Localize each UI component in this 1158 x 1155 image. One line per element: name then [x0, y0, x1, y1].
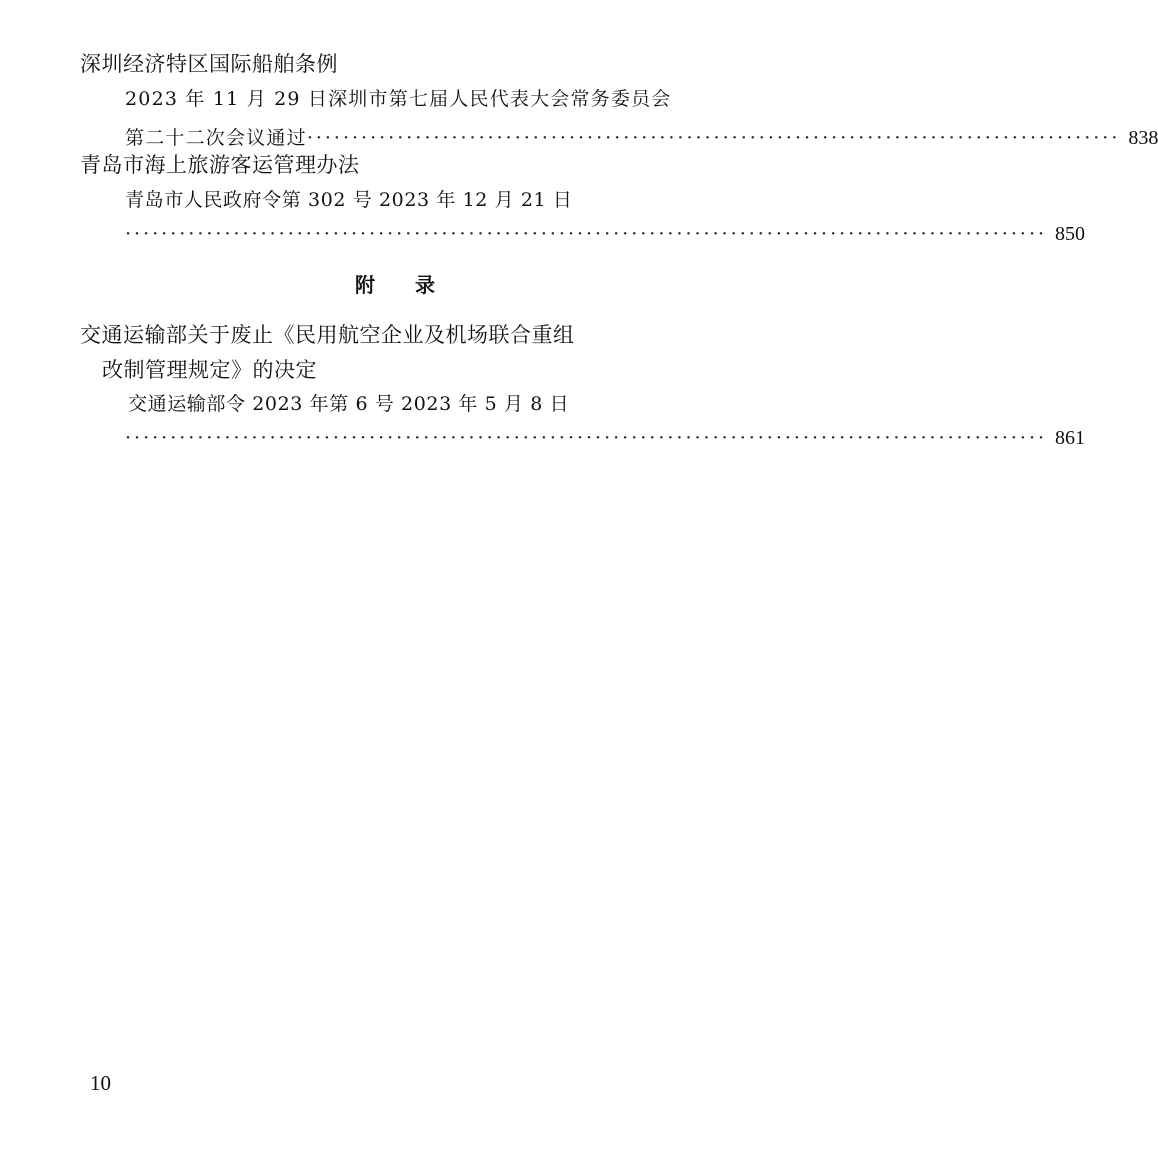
toc-entry-source-cont: 第二十二次会议通过	[125, 127, 307, 149]
toc-entry-title: 交通运输部关于废止《民用航空企业及机场联合重组	[80, 323, 575, 347]
toc-entry-leader-row	[125, 223, 1086, 245]
toc-page-number: 850	[1055, 223, 1086, 245]
toc-entry-leader-row	[125, 123, 1158, 150]
toc-entry-source: 2023 年 11 月 29 日深圳市第七届人民代表大会常务委员会	[125, 88, 672, 110]
toc-page-number: 861	[1055, 427, 1086, 449]
toc-page-number: 838	[1128, 127, 1158, 149]
dot-leader: ······································································································	[125, 427, 1048, 449]
toc-entry-title: 青岛市海上旅游客运管理办法	[80, 153, 360, 177]
toc-entry-title-cont: 改制管理规定》的决定	[102, 358, 317, 382]
dot-leader: ······································································································	[125, 223, 1048, 245]
toc-entry-source: 青岛市人民政府令第 302 号 2023 年 12 月 21 日	[125, 189, 573, 211]
toc-entry-leader-row	[125, 427, 1086, 449]
appendix-heading: 附录	[355, 273, 475, 297]
dot-leader: ··························································································	[306, 127, 1121, 149]
toc-entry-source: 交通运输部令 2023 年第 6 号 2023 年 5 月 8 日	[128, 393, 570, 415]
page-folio: 10	[90, 1071, 111, 1095]
toc-entry-title: 深圳经济特区国际船舶条例	[80, 52, 338, 76]
